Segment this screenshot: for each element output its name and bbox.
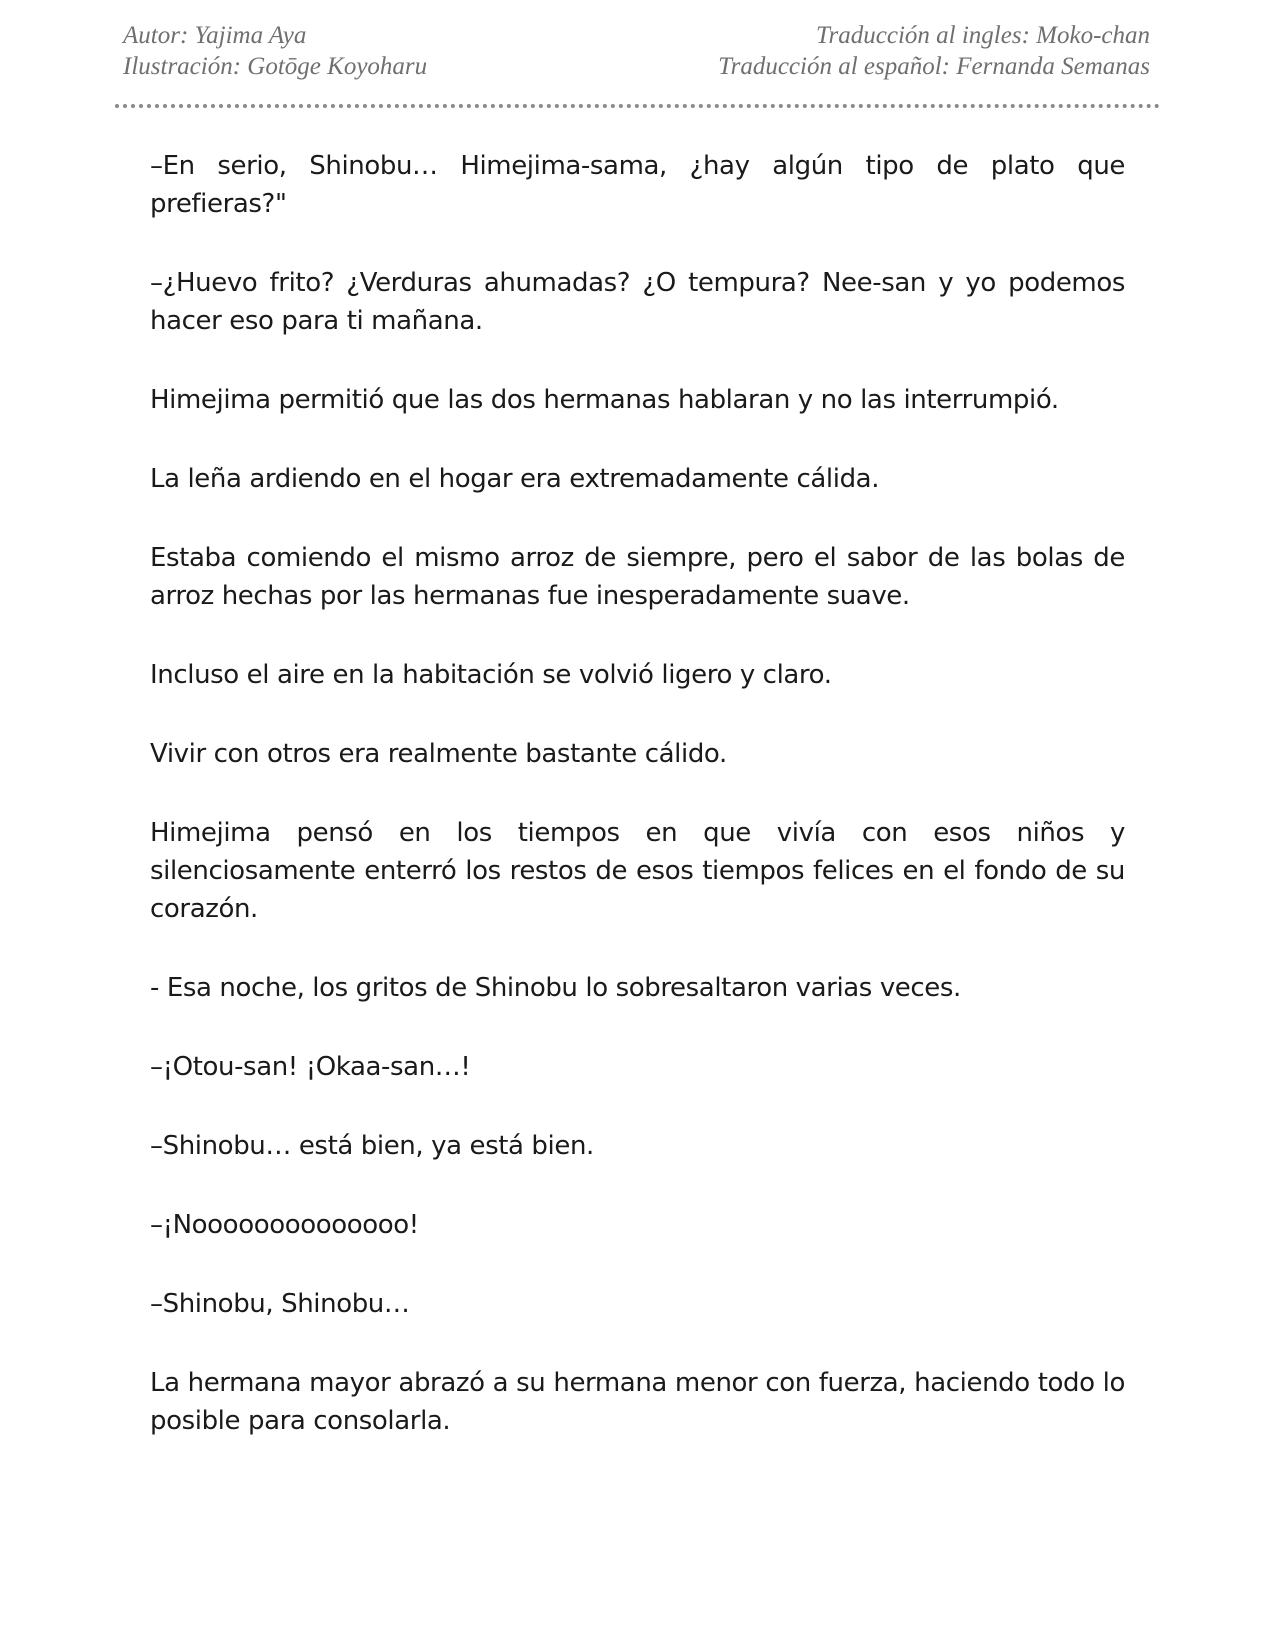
illustration-credit: Ilustración: Gotōge Koyoharu [123, 53, 428, 80]
spanish-translation-credit: Traducción al español: Fernanda Semanas [718, 53, 1150, 80]
paragraph: La leña ardiendo en el hogar era extremadamente cálida. [150, 464, 880, 494]
dotted-divider [115, 104, 1160, 108]
paragraph: Himejima pensó en los tiempos en que vivía con esos niños y silenciosamente enterró los restos de esos tiempos felices en el fondo de su corazón. [150, 818, 1125, 924]
header-row-top [123, 20, 1150, 51]
english-translation-credit: Traducción al ingles: Moko-chan [816, 22, 1150, 49]
story-text [150, 147, 1125, 1481]
paragraph: –En serio, Shinobu… Himejima-sama, ¿hay algún tipo de plato que prefieras?" [150, 151, 1125, 219]
paragraph: –Shinobu… está bien, ya está bien. [150, 1131, 594, 1161]
paragraph: Himejima permitió que las dos hermanas hablaran y no las interrumpió. [150, 385, 1059, 415]
header-row-bottom [123, 51, 1150, 82]
paragraph: Vivir con otros era realmente bastante cálido. [150, 739, 727, 769]
paragraph: –¿Huevo frito? ¿Verduras ahumadas? ¿O tempura? Nee-san y yo podemos hacer eso para ti mañana. [150, 268, 1125, 336]
paragraph: - Esa noche, los gritos de Shinobu lo sobresaltaron varias veces. [150, 973, 961, 1003]
paragraph: –¡Otou-san! ¡Okaa-san…! [150, 1052, 471, 1082]
page-header [123, 20, 1150, 82]
paragraph: –¡Noooooooooooooo! [150, 1210, 419, 1240]
paragraph: –Shinobu, Shinobu… [150, 1289, 410, 1319]
paragraph: La hermana mayor abrazó a su hermana menor con fuerza, haciendo todo lo posible para consolarla. [150, 1368, 1125, 1436]
paragraph: Incluso el aire en la habitación se volvió ligero y claro. [150, 660, 832, 690]
author-credit: Autor: Yajima Aya [123, 22, 307, 49]
paragraph: Estaba comiendo el mismo arroz de siempre, pero el sabor de las bolas de arroz hechas por las hermanas fue inesperadamente suave. [150, 543, 1125, 611]
